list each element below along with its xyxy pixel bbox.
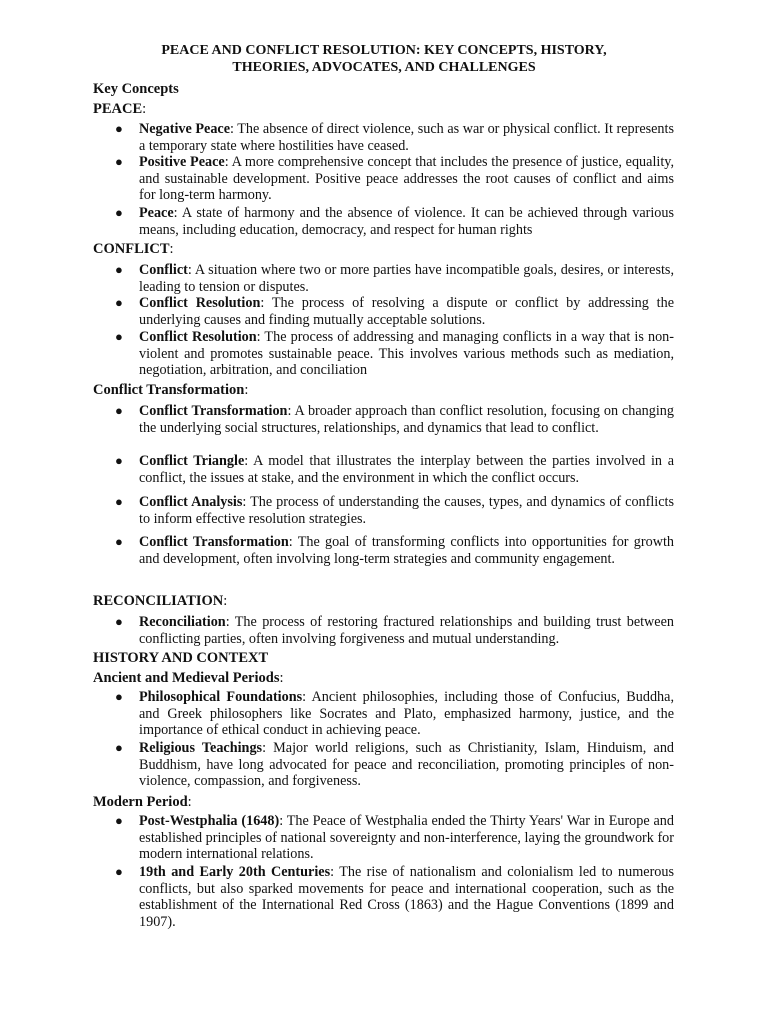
definition: : The rise of nationalism and colonialism led to numerous conflicts, but also sparked movements for peace and international cooperation, such as the establishment of the International Red Cross (1863) and the Hague Conventions (1899 and 1907). (139, 864, 675, 930)
bullet-icon: ● (115, 329, 123, 344)
bullet-icon: ● (115, 295, 123, 310)
section-heading-transformation: Conflict Transformation: (93, 382, 249, 398)
list-item (115, 154, 674, 204)
list-item (115, 864, 675, 930)
list-item (115, 121, 674, 154)
bullet-icon: ● (115, 403, 123, 418)
bullet-icon: ● (115, 453, 123, 468)
term: Conflict Resolution (139, 295, 261, 311)
definition: : A broader approach than conflict resolution, focusing on changing the underlying social structures, relationships, and dynamics that lead to conflict. (139, 403, 674, 436)
term: Post-Westphalia (1648) (139, 813, 280, 829)
title-line-2: THEORIES, ADVOCATES, AND CHALLENGES (232, 60, 536, 75)
bullet-icon: ● (115, 864, 123, 879)
list-item (115, 205, 674, 238)
list-item (115, 740, 675, 790)
definition: : The process of resolving a dispute or conflict by addressing the underlying causes and finding mutually acceptable solutions. (139, 295, 675, 328)
list-item (115, 453, 674, 486)
term: Conflict Transformation (139, 403, 288, 419)
list-item (115, 813, 674, 863)
definition: : The process of restoring fractured relationships and building trust between conflicting parties, often involving forgiveness and mutual understanding. (139, 614, 674, 647)
list-item (115, 262, 674, 295)
bullet-icon: ● (115, 154, 123, 169)
list-item (115, 534, 674, 567)
term: Peace (139, 205, 174, 221)
bullet-icon: ● (115, 813, 123, 828)
definition: : A more comprehensive concept that includes the presence of justice, equality, and sustainable development. Positive peace addresses the root causes of conflict and aims for long-term harmony. (139, 154, 674, 204)
list-item (115, 403, 674, 436)
definition: : The process of understanding the causes, types, and dynamics of conflicts to inform effective resolution strategies. (139, 494, 675, 527)
term: 19th and Early 20th Centuries (139, 864, 331, 880)
document-title (120, 42, 648, 76)
bullet-icon: ● (115, 121, 123, 136)
definition: : A situation where two or more parties have incompatible goals, desires, or interests, leading to tension or disputes. (139, 262, 674, 295)
definition: : The process of addressing and managing conflicts in a way that is non-violent and promotes sustainable peace. This involves various methods such as mediation, negotiation, arbitration, and conciliation (139, 329, 674, 379)
list-item (115, 689, 674, 739)
definition: : The goal of transforming conflicts into opportunities for growth and development, often involving long-term strategies and community engagement. (139, 534, 674, 567)
list-item (115, 329, 674, 379)
bullet-icon: ● (115, 494, 123, 509)
bullet-icon: ● (115, 740, 123, 755)
title-line-1: PEACE AND CONFLICT RESOLUTION: KEY CONCEPTS, HISTORY, (161, 43, 607, 58)
section-heading-history: HISTORY AND CONTEXT (93, 650, 269, 666)
term: Negative Peace (139, 121, 231, 137)
bullet-icon: ● (115, 614, 123, 629)
term: Religious Teachings (139, 740, 263, 756)
section-heading-reconciliation: RECONCILIATION: (93, 593, 228, 609)
term: Reconciliation (139, 614, 226, 630)
term: Positive Peace (139, 154, 225, 170)
term: Conflict Transformation (139, 534, 289, 550)
list-item (115, 295, 675, 328)
definition: : A model that illustrates the interplay between the parties involved in a conflict, the issues at stake, and the environment in which the conflict occurs. (139, 453, 674, 486)
term: Conflict Resolution (139, 329, 257, 345)
definition: : The absence of direct violence, such as war or physical conflict. It represents a temporary state where hostilities have ceased. (139, 121, 674, 154)
key-concepts-heading: Key Concepts (93, 81, 179, 97)
term: Conflict (139, 262, 188, 278)
bullet-icon: ● (115, 205, 123, 220)
list-item (115, 494, 675, 527)
term: Philosophical Foundations (139, 689, 303, 705)
definition: : A state of harmony and the absence of violence. It can be achieved through various means, including education, democracy, and respect for human rights (139, 205, 674, 238)
section-heading-ancient: Ancient and Medieval Periods: (93, 670, 284, 686)
bullet-icon: ● (115, 262, 123, 277)
bullet-icon: ● (115, 534, 123, 549)
term: Conflict Triangle (139, 453, 245, 469)
section-heading-conflict: CONFLICT: (93, 241, 174, 257)
definition: : The Peace of Westphalia ended the Thirty Years' War in Europe and established principles of national sovereignty and non-interference, laying the groundwork for modern international relations. (139, 813, 674, 863)
section-heading-peace: PEACE: (93, 101, 147, 117)
definition: : Major world religions, such as Christianity, Islam, Hinduism, and Buddhism, have long advocated for peace and reconciliation, promoting principles of non-violence, compassion, and forgiveness. (139, 740, 675, 790)
list-item (115, 614, 674, 647)
term: Conflict Analysis (139, 494, 243, 510)
section-heading-modern: Modern Period: (93, 794, 192, 810)
definition: : Ancient philosophies, including those of Confucius, Buddha, and Greek philosophers like Socrates and Plato, emphasized harmony, justice, and the importance of ethical conduct in achieving peace. (139, 689, 674, 739)
bullet-icon: ● (115, 689, 123, 704)
